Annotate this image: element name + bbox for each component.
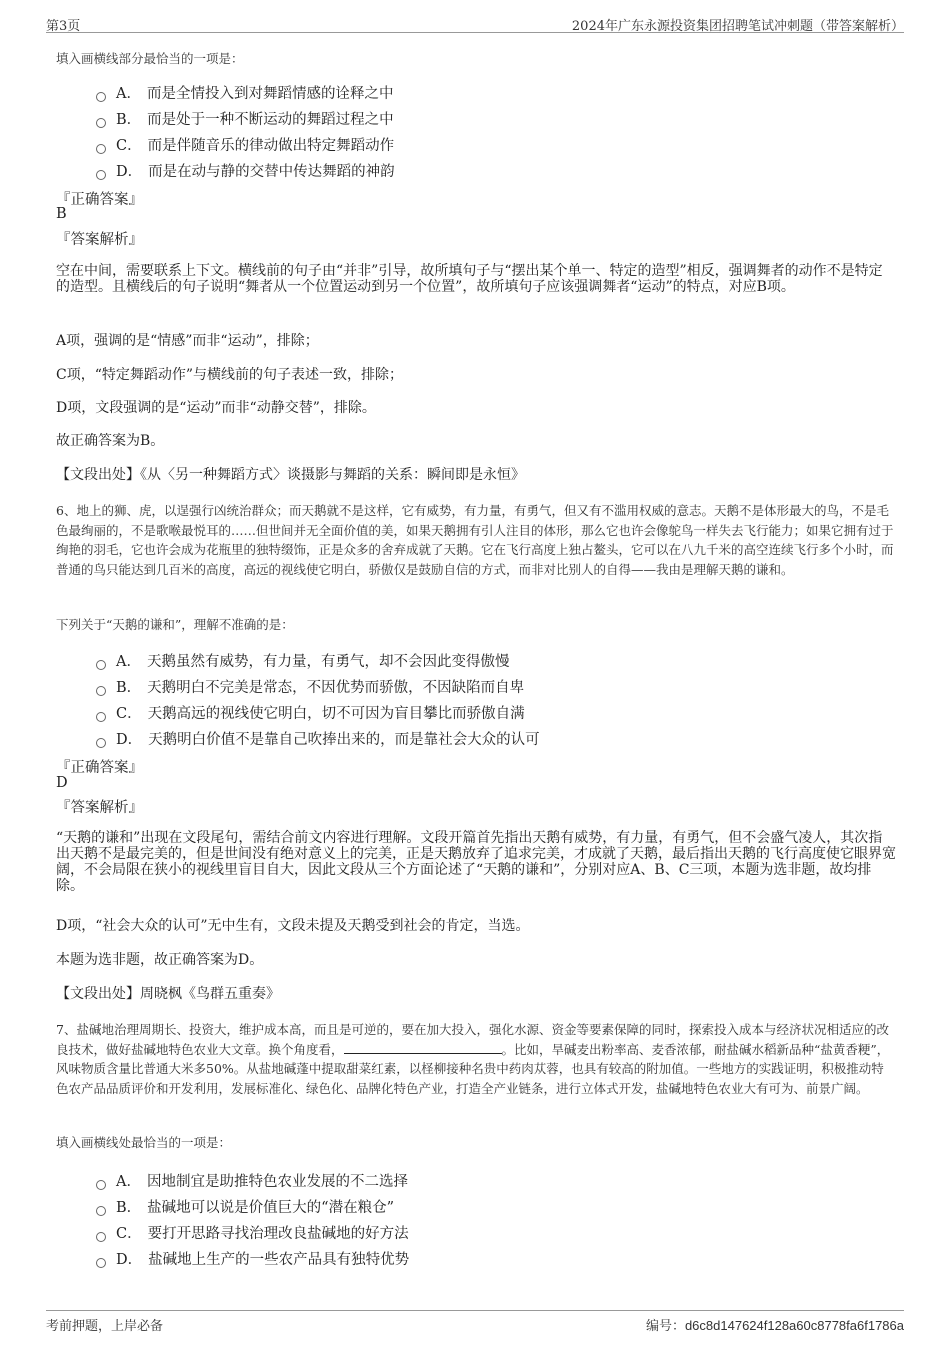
page-footer [46,1310,904,1335]
radio-icon[interactable] [96,1180,106,1190]
radio-icon[interactable] [96,118,106,128]
q6-analysis-d: D项，“社会大众的认可”无中生有，文段未提及天鹅受到社会的肯定，当选。 [56,918,530,934]
page-number: 第3页 [46,19,81,34]
q6-answer-label: 『正确答案』 [56,760,143,776]
radio-icon[interactable] [96,144,106,154]
q5-option-a[interactable]: A． 而是全情投入到对舞蹈情感的诠释之中 [96,82,393,103]
q5-answer: B [56,206,67,222]
q7-option-b[interactable]: B． 盐碱地可以说是价值巨大的“潜在粮仓” [96,1196,394,1217]
q7-option-c[interactable]: C． 要打开思路寻找治理改良盐碱地的好方法 [96,1222,409,1243]
q5-analysis-a: A项，强调的是“情感”而非“运动”，排除； [56,333,319,349]
q6-prompt: 下列关于“天鹅的谦和”，理解不准确的是： [56,617,294,632]
radio-icon[interactable] [96,686,106,696]
q6-passage: 6、地上的狮、虎，以逞强行凶统治群众；而天鹅就不是这样，它有威势，有力量，有勇气，但又有不滥用权威的意志。天鹅不是体形最大的鸟，不是毛色最绚丽的，不是歌喉最悦耳的……但世间并无全面价值的美，如果天鹅拥有引人注目的体形，那么它也许会像鸵鸟一样失去飞行能力；如果它拥有过于绚艳的羽毛，它也许会成为花瓶里的独特缀饰，正是众多的舍弃成就了天鹅。它在飞行高度上独占鳌头，它可以在八九千米的高空连续飞行多个小时，而普通的鸟只能达到几百米的高度，高远的视线使它明白，骄傲仅是鼓励自信的方式，而非对比别人的自得——我由是理解天鹅的谦和。 [56,503,894,577]
q5-analysis-label: 『答案解析』 [56,232,143,248]
q7-passage: 7、盐碱地治理周期长、投资大，维护成本高，而且是可逆的，要在加大投入，强化水源、资金等要素保障的同时，探索投入成本与经济状况相适应的改良技术，做好盐碱地特色农业大文章。换个角度看， 。比如，旱碱麦出粉率高、麦香浓郁，耐盐碱水稻新品种“盐黄香粳”，风味物质含量比普通大米多50%。从盐地碱蓬中提取甜菜红素，以柽柳接种名贵中药肉苁蓉，也具有较高的附加值。一些地方的实践证明，积极推动特色农产品品质评价和开发利用，发展标准化、绿色化、品牌化特色产业，打造全产业链条，进行立体式开发，盐碱地特色农业大有可为、前景广阔。 [56,1022,890,1096]
q7-prompt: 填入画横线处最恰当的一项是： [56,1135,232,1150]
q6-option-d[interactable]: D． 天鹅明白价值不是靠自己吹捧出来的，而是靠社会大众的认可 [96,728,540,749]
q5-conclusion: 故正确答案为B。 [56,433,165,449]
radio-icon[interactable] [96,1258,106,1268]
document-title: 2024年广东永源投资集团招聘笔试冲刺题（带答案解析） [571,19,904,34]
radio-icon[interactable] [96,738,106,748]
q7-option-d[interactable]: D． 盐碱地上生产的一些农产品具有独特优势 [96,1248,409,1269]
q5-option-b[interactable]: B． 而是处于一种不断运动的舞蹈过程之中 [96,108,394,129]
q6-analysis-label: 『答案解析』 [56,800,143,816]
q6-source: 【文段出处】周晓枫《鸟群五重奏》 [56,986,280,1002]
q6-option-a[interactable]: A． 天鹅虽然有威势，有力量，有勇气，却不会因此变得傲慢 [96,650,509,671]
q5-answer-label: 『正确答案』 [56,192,143,208]
footer-slogan: 考前押题，上岸必备 [46,1319,164,1334]
q5-analysis-para: 空在中间，需要联系上下文。横线前的句子由“并非”引导，故所填句子与“摆出某个单一、特定的造型”相反，强调舞者的动作不是特定的造型。且横线后的句子说明“舞者从一个位置运动到另一个位置”，故所填句子应该强调舞者“运动”的特点，对应B项。 [56,263,883,295]
radio-icon[interactable] [96,712,106,722]
q6-conclusion: 本题为选非题，故正确答案为D。 [56,952,264,968]
radio-icon[interactable] [96,170,106,180]
q5-option-c[interactable]: C． 而是伴随音乐的律动做出特定舞蹈动作 [96,134,394,155]
document-code: 编号：d6c8d147624f128a60c8778fa6f1786a [645,1318,904,1334]
q5-analysis-c: C项，“特定舞蹈动作”与横线前的句子表述一致，排除； [56,367,404,383]
q5-option-d[interactable]: D． 而是在动与静的交替中传达舞蹈的神韵 [96,160,395,181]
q6-option-c[interactable]: C． 天鹅高远的视线使它明白，切不可因为盲目攀比而骄傲自满 [96,702,525,723]
radio-icon[interactable] [96,660,106,670]
q6-analysis-para: “天鹅的谦和”出现在文段尾句，需结合前文内容进行理解。文段开篇首先指出天鹅有威势，有力量，有勇气，但不会盛气凌人，其次指出天鹅不是最完美的，但是世间没有绝对意义上的完美，正是天鹅放弃了追求完美，才成就了天鹅，最后指出天鹅的飞行高度使它眼界宽阔，不会局限在狭小的视线里盲目自大，因此文段从三个方面论述了“天鹅的谦和”，分别对应A、B、C三项，本题为选非题，故均排除。 [56,830,896,894]
radio-icon[interactable] [96,1232,106,1242]
answer-blank [344,1041,502,1054]
radio-icon[interactable] [96,92,106,102]
q6-answer: D [56,775,68,791]
page-header [46,12,904,33]
radio-icon[interactable] [96,1206,106,1216]
q6-option-b[interactable]: B． 天鹅明白不完美是常态，不因优势而骄傲，不因缺陷而自卑 [96,676,524,697]
q7-option-a[interactable]: A． 因地制宜是助推特色农业发展的不二选择 [96,1170,408,1191]
q5-analysis-d: D项，文段强调的是“运动”而非“动静交替”，排除。 [56,400,376,416]
q5-source: 【文段出处】《从〈另一种舞蹈方式〉谈摄影与舞蹈的关系：瞬间即是永恒》 [56,467,525,483]
q5-prompt: 填入画横线部分最恰当的一项是： [56,51,244,66]
